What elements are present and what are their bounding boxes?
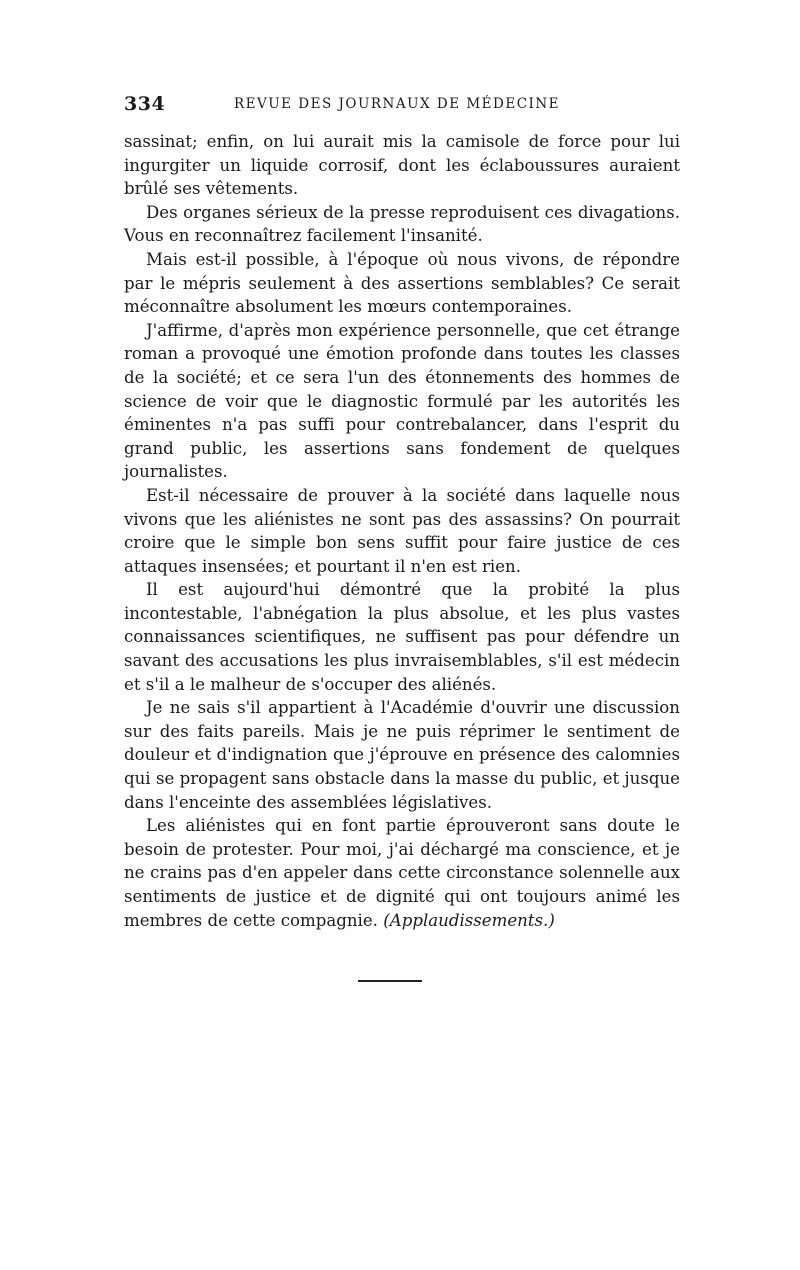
paragraph: Mais est-il possible, à l'époque où nous vivons, de répondre par le mépris seulement à des assertions semblables? Ce serait méconnaître absolument les mœurs contemporaines.	[124, 249, 680, 317]
paragraph-final-text: Les aliénistes qui en font partie éprouveront sans doute le besoin de protester. Pour moi, j'ai déchargé ma conscience, et je ne crains pas d'en appeler dans cette circonstance solennelle aux sentiments de justice et de dignité qui ont toujours animé les membres de cette compagnie.	[124, 816, 680, 930]
paragraph: Je ne sais s'il appartient à l'Académie d'ouvrir une discussion sur des faits pareils. Mais je ne puis réprimer le sentiment de douleur et d'indignation que j'éprouve en présence des calomnies qui se propagent sans obstacle dans la masse du public, et jusque dans l'enceinte des assemblées législatives.	[124, 698, 680, 812]
running-header	[124, 93, 680, 119]
paragraph: Des organes sérieux de la presse reproduisent ces divagations. Vous en reconnaîtrez facilement l'insanité.	[124, 202, 680, 246]
paragraph: Est-il nécessaire de prouver à la société dans laquelle nous vivons que les aliénistes ne sont pas des assassins? On pourrait croire que le simple bon sens suffit pour faire justice de ces attaques insensées; et pourtant il n'en est rien.	[124, 485, 680, 576]
paragraph: J'affirme, d'après mon expérience personnelle, que cet étrange roman a provoqué une émotion profonde dans toutes les classes de la société; et ce sera l'un des étonnements des hommes de science de voir que le diagnostic formulé par les autorités les éminentes n'a pas suffi pour contrebalancer, dans l'esprit du grand public, les assertions sans fondement de quelques journalistes.	[124, 320, 680, 482]
applause-note: (Applaudissements.)	[383, 910, 555, 930]
paragraph: Il est aujourd'hui démontré que la probité la plus incontestable, l'abnégation la plus absolue, et les plus vastes connaissances scientifiques, ne suffisent pas pour défendre un savant des accusations les plus invraisemblables, s'il est médecin et s'il a le malheur de s'occuper des aliénés.	[124, 580, 680, 694]
paragraph-final	[124, 814, 680, 932]
page-number: 334	[124, 93, 166, 115]
body-text	[124, 130, 680, 932]
end-rule	[358, 980, 422, 982]
running-title: REVUE DES JOURNAUX DE MÉDECINE	[234, 96, 561, 112]
paragraph-continuation: sassinat; enfin, on lui aurait mis la camisole de force pour lui ingurgiter un liquide corrosif, dont les éclaboussures auraient brûlé ses vêtements.	[124, 132, 680, 199]
